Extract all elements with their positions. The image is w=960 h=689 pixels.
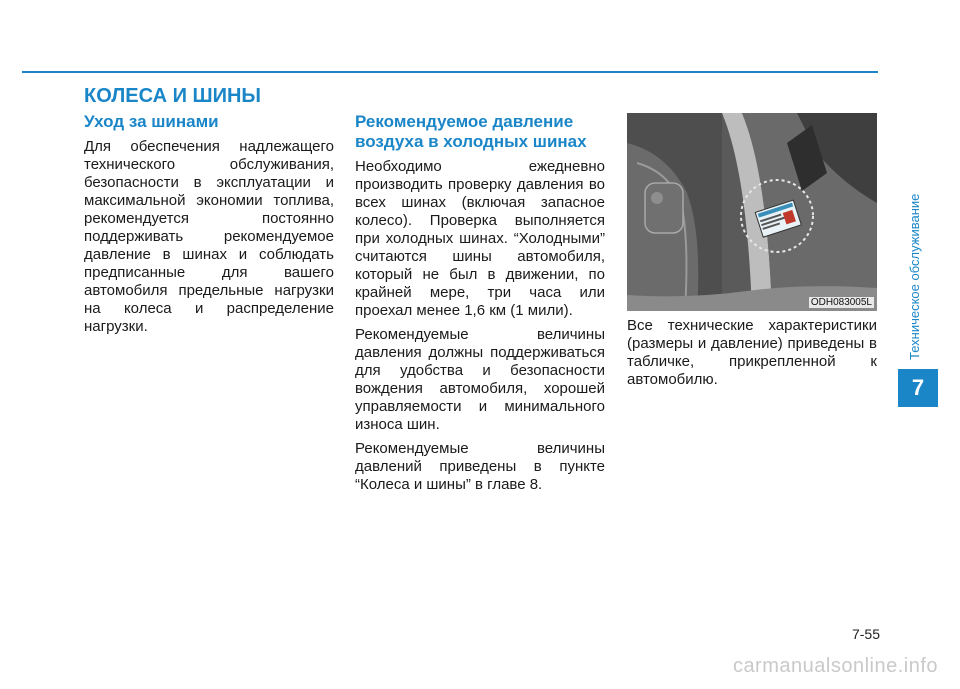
paragraph-cold-pressure-1: Необходимо ежедневно производить проверку давления во всех шинах (включая запасное колесо). Проверка выполняется при холодных шинах. “Холодными” считаются шины автомобиля, который не был в движении, по крайней мере, три часа или проехал менее 1,6 км (1 мили). [355,158,605,319]
column-tire-care [84,112,334,342]
door-pillar-photo [627,113,877,311]
page-number: 7-55 [851,626,880,642]
paragraph-cold-pressure-2: Рекомендуемые величины давления должны поддерживаться для удобства и безопасности вождения автомобиля, хорошей управляемости и минимального износа шин. [355,326,605,433]
top-rule [22,71,878,73]
paragraph-tire-care-1: Для обеспечения надлежащего технического обслуживания, безопасности в эксплуатации и максимальной экономии топлива, рекомендуется постоянно поддерживать рекомендуемое давление в шинах и соблюдать предписанные для вашего автомобиля предельные нагрузки на колеса и распределение нагрузки. [84,138,334,335]
door-pillar-illustration [627,113,877,311]
paragraph-tire-label: Все технические характеристики (размеры и давление) приведены в табличке, прикрепленной к автомобилю. [627,317,877,388]
paragraph-cold-pressure-3: Рекомендуемые величины давлений приведены в пункте “Колеса и шины” в главе 8. [355,440,605,493]
section-title: КОЛЕСА И ШИНЫ [84,85,262,107]
heading-tire-care: Уход за шинами [84,112,219,131]
column-cold-pressure [355,112,605,500]
chapter-number-badge: 7 [898,369,938,407]
image-caption: ODH083005L [810,297,872,308]
watermark: carmanualsonline.info [732,655,938,677]
side-chapter-label-text: Техническое обслуживание [907,193,922,360]
side-chapter-label [907,193,927,360]
heading-cold-pressure: Рекомендуемое давление воздуха в холодных шинах [355,112,587,151]
column-tire-label [627,112,877,395]
